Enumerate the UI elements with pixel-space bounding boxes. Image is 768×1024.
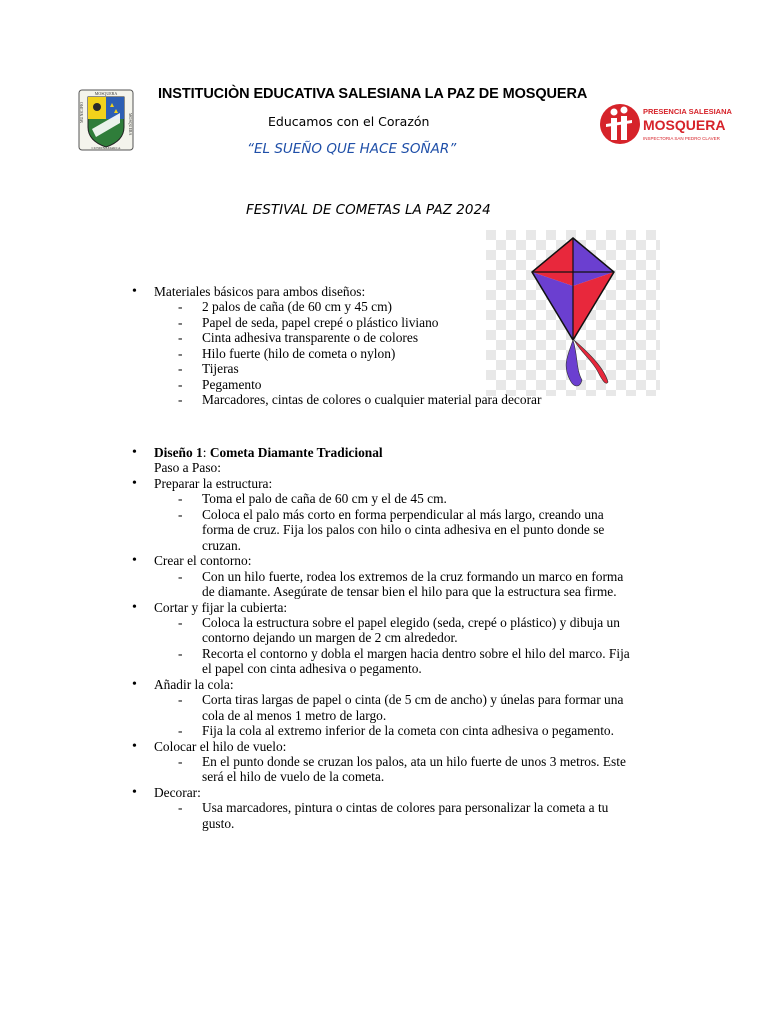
step-item-line: - Con un hilo fuerte, rodea los extremos de la cruz formando un marco en forma (202, 569, 623, 584)
step-item-line: - Fija la cola al extremo inferior de la cometa con cinta adhesiva o pegamento. (202, 723, 614, 738)
step-title: • Preparar la estructura: (154, 476, 272, 491)
institution-shield-logo (78, 89, 134, 151)
step-item-line: será el hilo de vuelo de la cometa. (202, 769, 385, 785)
design-heading (154, 445, 383, 460)
design-label: Diseño 1 (154, 445, 203, 460)
shield-right-text: MOSQUERA (128, 113, 133, 136)
step-title: • Añadir la cola: (154, 677, 234, 692)
design-name: Cometa Diamante Tradicional (209, 445, 383, 460)
shield-left-text: MUNICIPIO (79, 101, 84, 123)
step-item-line: - Usa marcadores, pintura o cintas de colores para personalizar la cometa a tu (202, 800, 608, 815)
motto: Educamos con el Corazón (268, 114, 430, 129)
step-item-line: - Coloca la estructura sobre el papel elegido (seda, crepé o plástico) y dibuja un (202, 615, 620, 630)
step-item-line: - Coloca el palo más corto en forma perpendicular al más largo, creando una (202, 507, 604, 522)
materials-item: - Pegamento (202, 377, 262, 392)
design-subtitle: Paso a Paso: (154, 460, 221, 476)
materials-item: - Cinta adhesiva transparente o de colores (202, 330, 418, 345)
step-title: • Cortar y fijar la cubierta: (154, 600, 287, 615)
institution-title: INSTITUCIÒN EDUCATIVA SALESIANA LA PAZ DE MOSQUERA (158, 86, 588, 102)
logo-line3: INSPECTORIA SAN PEDRO CLAVER (643, 136, 720, 141)
presencia-salesiana-logo (598, 98, 732, 150)
slogan: “EL SUEÑO QUE HACE SOÑAR” (247, 141, 457, 157)
logo-line1: PRESENCIA SALESIANA (643, 107, 732, 116)
shield-top-text: MOSQUERA (94, 91, 118, 96)
materials-item: - Papel de seda, papel crepé o plástico liviano (202, 315, 438, 330)
shield-bottom-text: CUNDINAMARCA (91, 146, 121, 150)
step-item-line: de diamante. Asegúrate de tensar bien el hilo para que la estructura sea firme. (202, 584, 617, 600)
step-item-line: gusto. (202, 815, 235, 831)
step-item-line: cruzan. (202, 537, 242, 553)
step-item-line: el papel con cinta adhesiva o pegamento. (202, 661, 422, 677)
kite-illustration (486, 230, 660, 396)
materials-item: - Tijeras (202, 361, 239, 376)
step-title: • Crear el contorno: (154, 553, 251, 568)
logo-line2: MOSQUERA (643, 117, 726, 133)
materials-item: - 2 palos de caña (de 60 cm y 45 cm) (202, 299, 392, 314)
step-title: • Decorar: (154, 785, 201, 800)
step-item-line: contorno dejando un margen de 2 cm alrededor. (202, 630, 458, 646)
materials-heading: • Materiales básicos para ambos diseños: (154, 284, 365, 299)
step-item-line: - Recorta el contorno y dobla el margen hacia dentro sobre el hilo del marco. Fija (202, 646, 630, 661)
festival-title: FESTIVAL DE COMETAS LA PAZ 2024 (246, 202, 491, 218)
step-item-line: cola de al menos 1 metro de largo. (202, 707, 387, 723)
step-item-line: - En el punto donde se cruzan los palos, ata un hilo fuerte de unos 3 metros. Este (202, 754, 626, 769)
step-item-line: - Toma el palo de caña de 60 cm y el de 45 cm. (202, 491, 447, 506)
step-item-line: - Corta tiras largas de papel o cinta (de 5 cm de ancho) y únelas para formar una (202, 692, 623, 707)
design-separator: : (202, 445, 210, 460)
step-title: • Colocar el hilo de vuelo: (154, 739, 286, 754)
materials-item: - Marcadores, cintas de colores o cualquier material para decorar (202, 392, 541, 407)
step-item-line: forma de cruz. Fija los palos con hilo o cinta adhesiva en el punto donde se (202, 522, 605, 538)
materials-item: - Hilo fuerte (hilo de cometa o nylon) (202, 346, 395, 361)
